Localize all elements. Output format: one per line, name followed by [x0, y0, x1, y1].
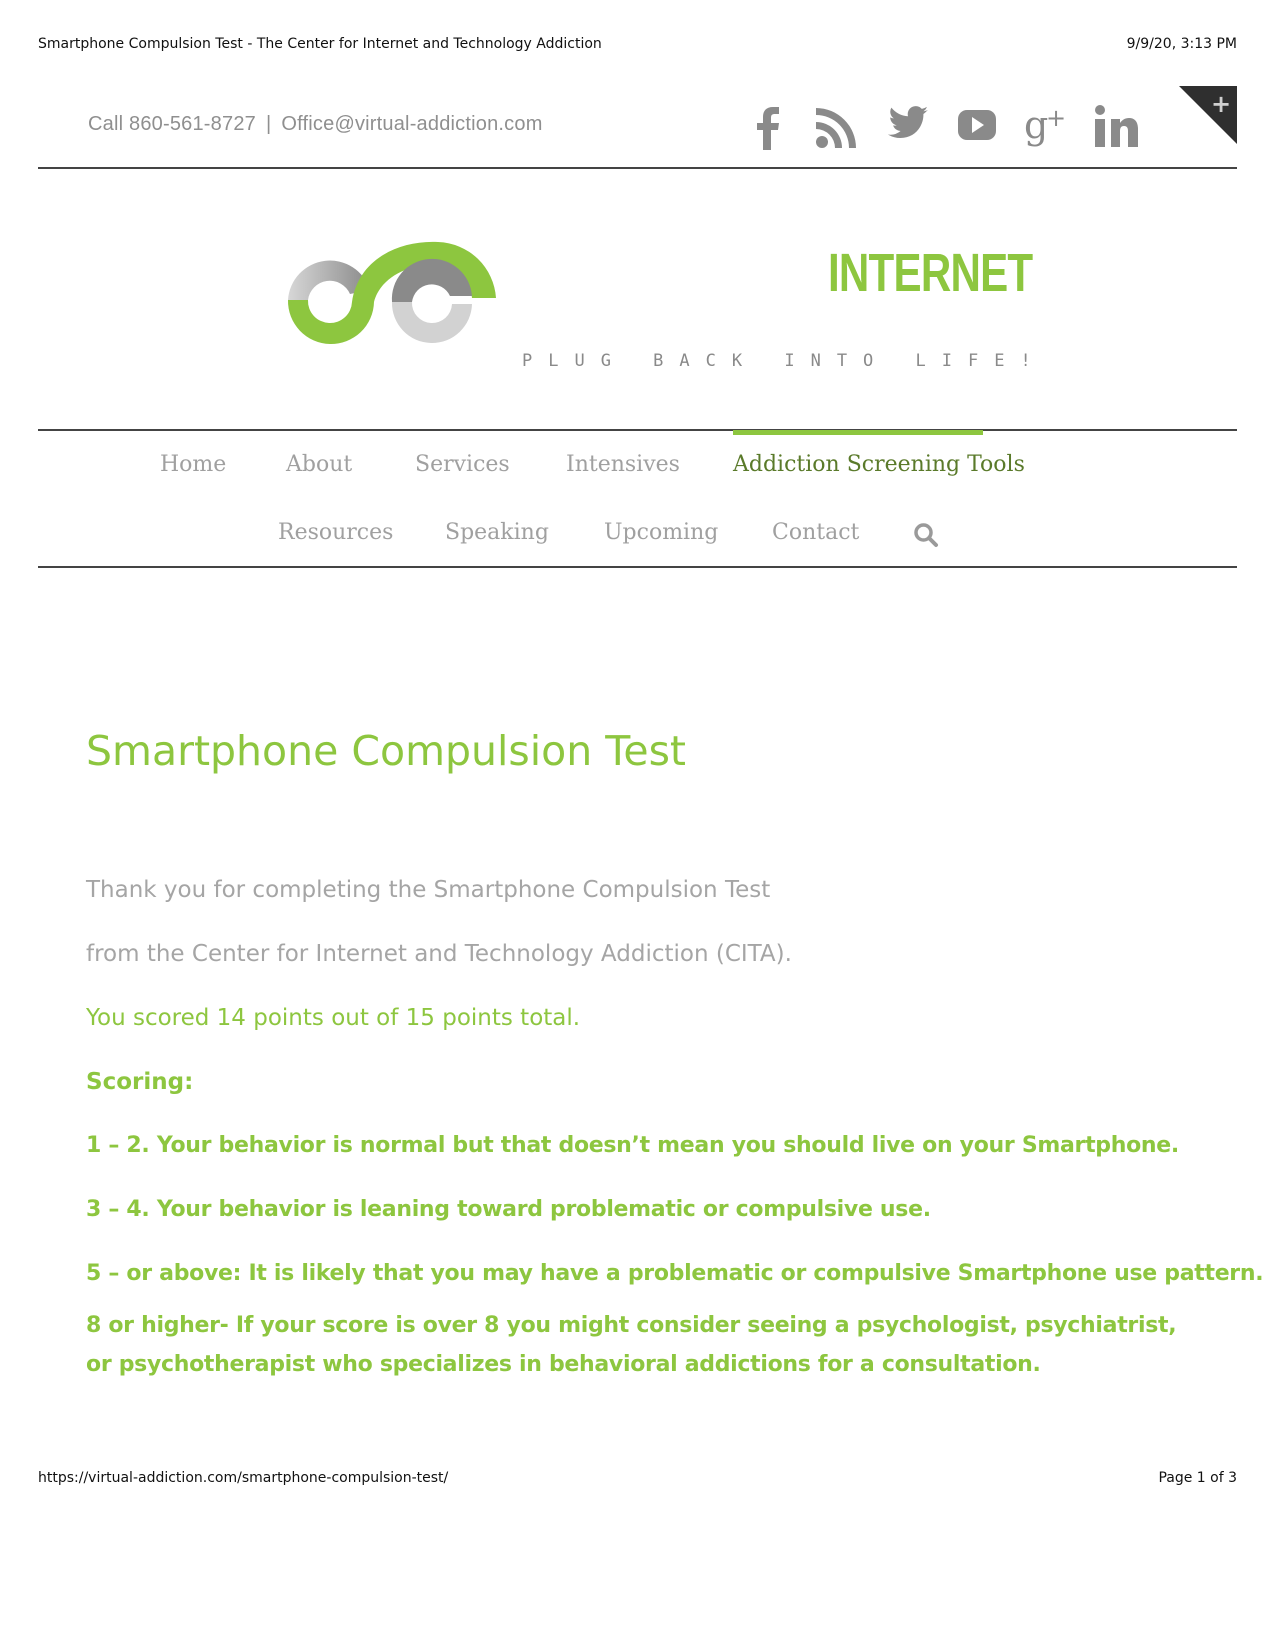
- brand-wordmark: INTERNET: [828, 243, 1033, 303]
- plus-icon: +: [1211, 90, 1232, 118]
- nav-item-intensives[interactable]: Intensives: [566, 452, 680, 477]
- scoring-rule-1: 1 – 2. Your behavior is normal but that doesn’t mean you should live on your Smartphone.: [86, 1133, 1179, 1158]
- header-divider: [38, 167, 1237, 169]
- nav-row-1: [38, 452, 1237, 492]
- print-footer: [38, 1470, 1237, 1490]
- linkedin-icon[interactable]: [1094, 104, 1144, 154]
- search-icon[interactable]: [913, 522, 939, 548]
- twitter-icon[interactable]: [886, 104, 936, 154]
- nav-item-upcoming[interactable]: Upcoming: [604, 520, 719, 545]
- top-bar: [38, 86, 1237, 176]
- nav-item-about[interactable]: About: [286, 452, 353, 477]
- brand-tagline: PLUG BACK INTO LIFE!: [522, 351, 1047, 371]
- page-title: Smartphone Compulsion Test: [86, 727, 687, 776]
- site-logo[interactable]: [38, 205, 1237, 405]
- corner-toggle-button[interactable]: [1179, 86, 1237, 144]
- nav-bottom-divider: [38, 566, 1237, 568]
- thanks-line-1: Thank you for completing the Smartphone Compulsion Test: [86, 877, 771, 903]
- scoring-rule-4: 8 or higher- If your score is over 8 you might consider seeing a psychologist, psychiatrist, or psychotherapist who specializes in behavioral addictions for a consultation.: [86, 1313, 1177, 1377]
- main-nav: [38, 452, 1237, 592]
- google-plus-icon[interactable]: [1024, 104, 1074, 154]
- nav-item-services[interactable]: Services: [415, 452, 510, 477]
- result-content: [86, 858, 1264, 1384]
- thanks-line-2: from the Center for Internet and Technology Addiction (CITA).: [86, 941, 792, 967]
- contact-separator: |: [265, 113, 272, 135]
- svg-text:+: +: [1046, 104, 1067, 132]
- phone-link[interactable]: Call 860-561-8727: [88, 113, 256, 135]
- rss-icon[interactable]: [814, 104, 864, 154]
- email-link[interactable]: Office@virtual-addiction.com: [281, 113, 543, 135]
- nav-item-addiction-screening-tools[interactable]: Addiction Screening Tools: [733, 452, 1025, 477]
- print-datetime: 9/9/20, 3:13 PM: [1126, 36, 1237, 52]
- nav-active-indicator: [733, 430, 983, 435]
- nav-item-resources[interactable]: Resources: [278, 520, 394, 545]
- scoring-heading: Scoring:: [86, 1069, 194, 1095]
- facebook-icon[interactable]: [746, 104, 796, 154]
- scoring-rule-2: 3 – 4. Your behavior is leaning toward problematic or compulsive use.: [86, 1197, 931, 1222]
- nav-item-home[interactable]: Home: [160, 452, 227, 477]
- logo-mark-icon: [258, 230, 508, 370]
- print-header: [38, 36, 1237, 56]
- nav-item-speaking[interactable]: Speaking: [445, 520, 549, 545]
- nav-top-divider: [38, 429, 1237, 431]
- print-page-title: Smartphone Compulsion Test - The Center for Internet and Technology Addiction: [38, 36, 602, 52]
- nav-row-2: [38, 520, 1237, 560]
- page-url: https://virtual-addiction.com/smartphone-compulsion-test/: [38, 1470, 449, 1486]
- contact-info: [88, 113, 543, 136]
- youtube-icon[interactable]: [956, 104, 1006, 154]
- scoring-rule-3: 5 – or above: It is likely that you may have a problematic or compulsive Smartphone use pattern.: [86, 1261, 1264, 1286]
- page-number: Page 1 of 3: [1158, 1470, 1237, 1486]
- nav-item-contact[interactable]: Contact: [772, 520, 860, 545]
- score-result: You scored 14 points out of 15 points total.: [86, 1005, 581, 1031]
- svg-text:g: g: [1024, 104, 1049, 147]
